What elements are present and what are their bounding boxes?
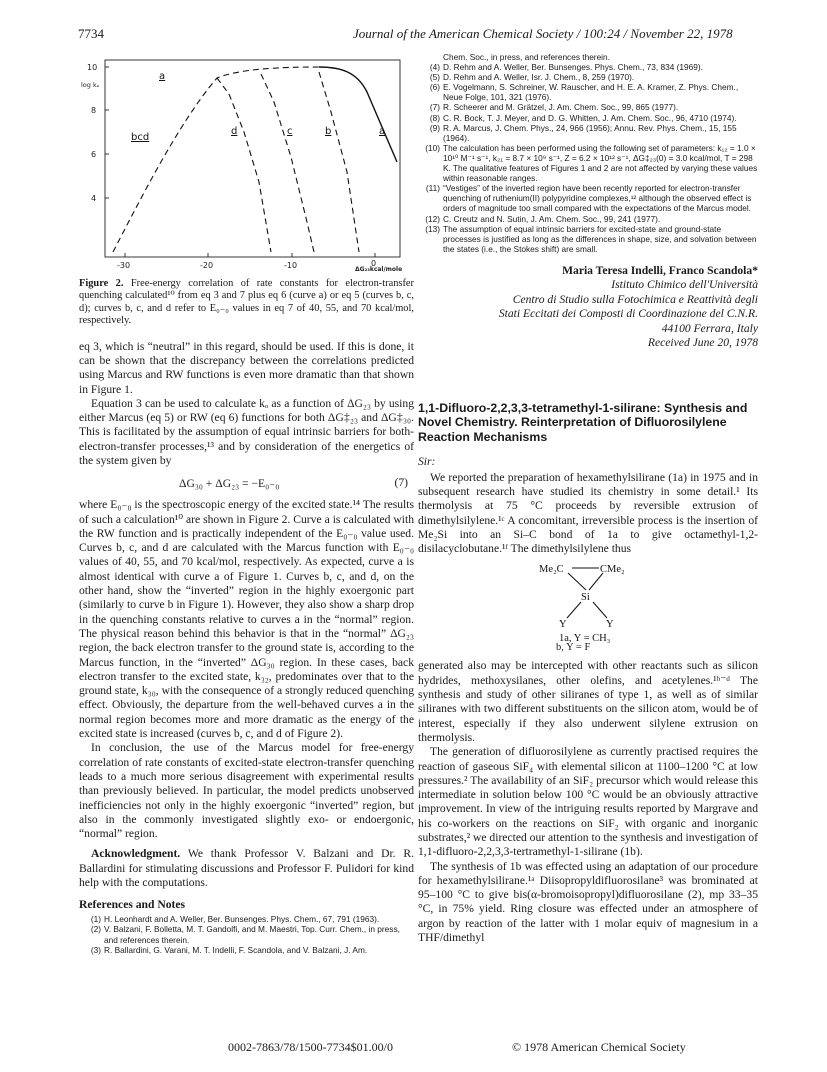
structure-1a: 1a, Y = CH₃ [559, 633, 611, 645]
y-tick-8: 8 [91, 106, 97, 115]
ack-label: Acknowledgment. [91, 847, 181, 861]
paragraph: Equation 3 can be used to calculate kₒ as a function of ΔG₂₃ by using either Marcus (eq 5) or RW (eq 6) functions for both ΔG‡₂₃ and ΔG‡₃₀. This is facilitated by the assumption of equal intrinsic barriers for both-electron-transfer processes,¹³ and by consideration of the energetics of the system given by [79, 396, 414, 467]
curve-c [261, 74, 314, 252]
structure-y-left: Y [559, 619, 567, 631]
reference-item: (11) “Vestiges” of the inverted region have been recently reported for electron-transfer quenching of ruthenium(II) polypyridine complexes,¹² although the observed effect is orders of magnitude too small compared with the expectations of the Marcus model. [425, 183, 752, 214]
affiliation-line: Centro di Studio sulla Fotochimica e Reattività degli [512, 292, 758, 306]
references-right [418, 52, 758, 254]
reference-item: (3) R. Ballardini, G. Varani, M. T. Indelli, F. Scandola, and V. Balzani, J. Am. [90, 944, 368, 955]
running-header [78, 26, 758, 44]
reference-item: (13) The assumption of equal intrinsic barriers for excited-state and ground-state processes is justified as long as the differences in shape, size, and solvation between the states (i.e., the Stokes shift) are small. [425, 223, 757, 254]
x-tick-minus30: -30 [117, 261, 131, 270]
figure-2 [79, 52, 414, 274]
right-column [418, 52, 758, 945]
figure-caption [79, 278, 414, 328]
equation-7 [79, 476, 414, 490]
equation-number: (7) [394, 476, 408, 490]
caption-text: Free-energy correlation of rate constants for electron-transfer quenching calculated¹⁰ from eq 3 and 7 plus eq 6 (curve a) or eq 5 (curves b, c, d); curves b, c, and d refer to E₀₋₀ values in eq 7 of 40, 55, and 70 kcal/mol, respectively. [79, 278, 414, 327]
caption-label: Figure 2. [79, 278, 124, 289]
curve-label-c: c [287, 126, 293, 137]
curve-label-b: b [325, 126, 332, 137]
y-tick-6: 6 [91, 150, 97, 159]
equation-text: ΔG₃₀ + ΔG₂₃ = −E₀₋₀ [179, 477, 280, 491]
author-names: Maria Teresa Indelli, Franco Scandola* [562, 263, 758, 277]
x-tick-0: 0 [371, 259, 377, 268]
reference-item: (4) D. Rehm and A. Weller, Ber. Bunsenges. Phys. Chem., 73, 834 (1969). [429, 62, 703, 73]
received-date: Received June 20, 1978 [647, 336, 758, 350]
y-axis-label: log kₒ [81, 81, 100, 89]
structure-1b: b, Y = F [556, 642, 591, 654]
curve-b [319, 72, 359, 252]
reference-item: (6) E. Vogelmann, S. Schreiner, W. Rauscher, and H. E. A. Kramer, Z. Phys. Chem., Neue Folge, 101, 321 (1976). [429, 82, 739, 103]
affiliation-line: Istituto Chimico dell'Università [611, 278, 758, 292]
curve-label-d: d [231, 126, 238, 137]
paragraph: In conclusion, the use of the Marcus model for free-energy correlation of rate constants of excited-state electron-transfer quenching leads to a much more serious disagreement with experimental results than previously believed. In particular, the model predicts unobserved inefficiencies not only in the highly exoergonic “inverted” region, but also in the commonly investigated slightly exo- or endoergonic, “normal” region. [79, 741, 414, 841]
paragraph: The generation of difluorosilylene as currently practised requires the reaction of gaseous SiF₄ with elemental silicon at 1100–1200 °C at low pressures.² The availability of an SiF₂ precursor which would release this intermediate in solution below 100 °C would be an obviously attractive improvement. In view of the intriguing results reported by Margrave and his co-workers on the reactions on SiF₂ with organic and inorganic substrates,² we directed our attention to the synthesis and investigation of 1,1-difluoro-2,2,3,3-tertramethyl-1-silirane (1b). [418, 745, 758, 859]
left-column [79, 52, 414, 955]
acknowledgment [79, 847, 414, 890]
copyright: © 1978 American Chemical Society [512, 1040, 686, 1054]
references-left [79, 914, 414, 954]
page-number: 7734 [78, 26, 104, 41]
paragraph: The synthesis of 1b was effected using an adaptation of our procedure for hexamethylsilirane.¹ᵃ Diisopropyldifluorosilane³ was brominated at 95–100 °C to give bis(α-bromoisopropyl)difluorosilane (2), mp 33–35 °C, in 75% yield. Ring closure was effected under an atmosphere of argon by reaction of the latter with 1 molar equiv of magnesium in a THF/dimethyl [418, 859, 758, 945]
reference-item: (12) C. Creutz and N. Sutin, J. Am. Chem. Soc., 99, 241 (1977). [425, 213, 661, 224]
affiliation-line: Stati Eccitati dei Composti di Coordinazione del C.N.R. [498, 307, 758, 321]
reference-item: (1) H. Leonhardt and A. Weller, Ber. Bunsenges. Phys. Chem., 67, 791 (1963). [90, 914, 380, 925]
affiliation-line: 44100 Ferrara, Italy [661, 321, 758, 335]
paragraph: where E₀₋₀ is the spectroscopic energy of the excited state.¹⁴ The results of such a calculation¹⁰ are shown in Figure 2. Curve a is calculated with the RW function and is practically independent of the E₀₋₀ value used. Curves b, c, and d are calculated with the Marcus function with E₀₋₀ values of 40, 55, and 70 kcal/mol, respectively. As expected, curve a is almost identical with curve a of Figure 1. Curves b, c, and d, on the other hand, show the “inverted” region in the highly exoergonic part (similarly to curve b in Figure 1). However, they also show a sharp drop in the quenching constants relative to curves a in the “normal” region. The physical reason behind this behavior is that in the “normal” ΔG₂₃ region, the back electron transfer to the ground state is, according to the Marcus function, in the “inverted” ΔG₃₀ region. In these cases, back electron transfer to the excited state, k₃₂, predominates over that to the ground state, k₃₀, with the consequence of a strongly reduced quenching effect. Obviously, the departure from the well-behaved curves a in the normal region becomes more and more dramatic as the energy of the excited state is increased (curves b, c, and d of Figure 2). [79, 498, 414, 741]
reference-item: Chem. Soc., in press, and references therein. [443, 52, 610, 62]
article-title: 1,1-Difluoro-2,2,3,3-tetramethyl-1-silirane: Synthesis and Novel Chemistry. Reinterpretation of Difluorosilylene Reaction Mechanisms [418, 400, 748, 445]
y-tick-4: 4 [91, 194, 97, 203]
reference-item: (10) The calculation has been performed using the following set of parameters: k₁₂ = 1.0 × 10¹⁰ M⁻¹ s⁻¹, k₂₁ = 8.7 × 10⁹ s⁻¹, Z = 6.2 × 10¹² s⁻¹, ΔG‡₂₃(0) = 3.0 kcal/mol, T = 298 K. The qualitative features of Figures 1 and 2 are not affected by varying these values within reasonable ranges. [425, 142, 758, 184]
curve-a-solid [319, 67, 397, 162]
salutation: Sir: [418, 454, 436, 468]
plot-frame [105, 60, 400, 257]
left-body-2 [79, 498, 414, 841]
silirane-structure [418, 560, 758, 648]
curve-a-dashed [113, 67, 319, 252]
x-tick-minus20: -20 [200, 261, 214, 270]
structure-top-left: Me₂C [539, 564, 564, 576]
references-heading: References and Notes [79, 898, 186, 912]
curve-label-bcd: bcd [131, 132, 150, 143]
structure-drawing [418, 560, 758, 648]
structure-si: Si [581, 592, 590, 604]
x-tick-minus10: -10 [284, 261, 298, 270]
article-code: 0002-7863/78/1500-7734$01.00/0 [228, 1040, 393, 1054]
reference-item: (8) C. R. Bock, T. J. Meyer, and D. G. Whitten, J. Am. Chem. Soc., 96, 4710 (1974). [429, 112, 737, 123]
structure-top-right: CMe₂ [600, 564, 625, 576]
right-body [418, 471, 758, 557]
paragraph: We reported the preparation of hexamethylsilirane (1a) in 1975 and in subsequent research have studied its chemistry in some detail.¹ Its thermolysis at 75 °C proceeds by reversible extrusion of dimethylsilylene.¹ᶜ A concomitant, irreversible process is the insertion of Me₂Si into an Si–C bond of 1a to give octamethyl-1,2-disilacyclobutane.¹ᶠ The dimethylsilylene thus [418, 470, 758, 556]
paragraph: generated also may be intercepted with other reactants such as silicon hydrides, methoxysilanes, other olefins, and acetylenes.¹ᵇ⁻ᵈ The synthesis and study of other siliranes of type 1, as well as of similar siliranes with two different substituents on the silicon atom, would be of interest, especially if they also underwent silylene extrusion on thermolysis. [418, 659, 758, 744]
curve-label-a-top: a [159, 71, 166, 82]
paragraph: eq 3, which is “neutral” in this regard, should be used. If this is done, it can be shown that the discrepancy between the correlations predicted using Marcus and RW functions is even more dramatic than that shown in Figure 1. [79, 339, 414, 396]
ack-text: We thank Professor V. Balzani and Dr. R. Ballardini for stimulating discussions and Professor F. Pulidori for kind help with the computations. [79, 847, 414, 890]
author-block [418, 264, 758, 351]
right-body-2 [418, 659, 758, 945]
reference-item: (7) R. Scheerer and M. Grätzel, J. Am. Chem. Soc., 99, 865 (1977). [429, 102, 679, 113]
figure-2-plot [79, 52, 414, 274]
reference-item: (5) D. Rehm and A. Weller, Isr. J. Chem., 8, 259 (1970). [429, 72, 635, 83]
left-body [79, 340, 414, 469]
journal-title: Journal of the American Chemical Society / 100:24 / November 22, 1978 [353, 26, 733, 41]
y-tick-10: 10 [87, 63, 98, 72]
curve-label-a-right: a [379, 126, 386, 137]
x-axis-label: ΔG₂₃kcal/mole [355, 266, 403, 273]
structure-y-right: Y [606, 619, 614, 631]
reference-item: (9) R. A. Marcus, J. Chem. Phys., 24, 966 (1956); Annu. Rev. Phys. Chem., 15, 155 (1964). [429, 122, 737, 143]
reference-item: (2) V. Balzani, F. Bolletta, M. T. Gandolfi, and M. Maestri, Top. Curr. Chem., in press, and references therein. [90, 924, 400, 945]
curve-d [217, 78, 271, 252]
